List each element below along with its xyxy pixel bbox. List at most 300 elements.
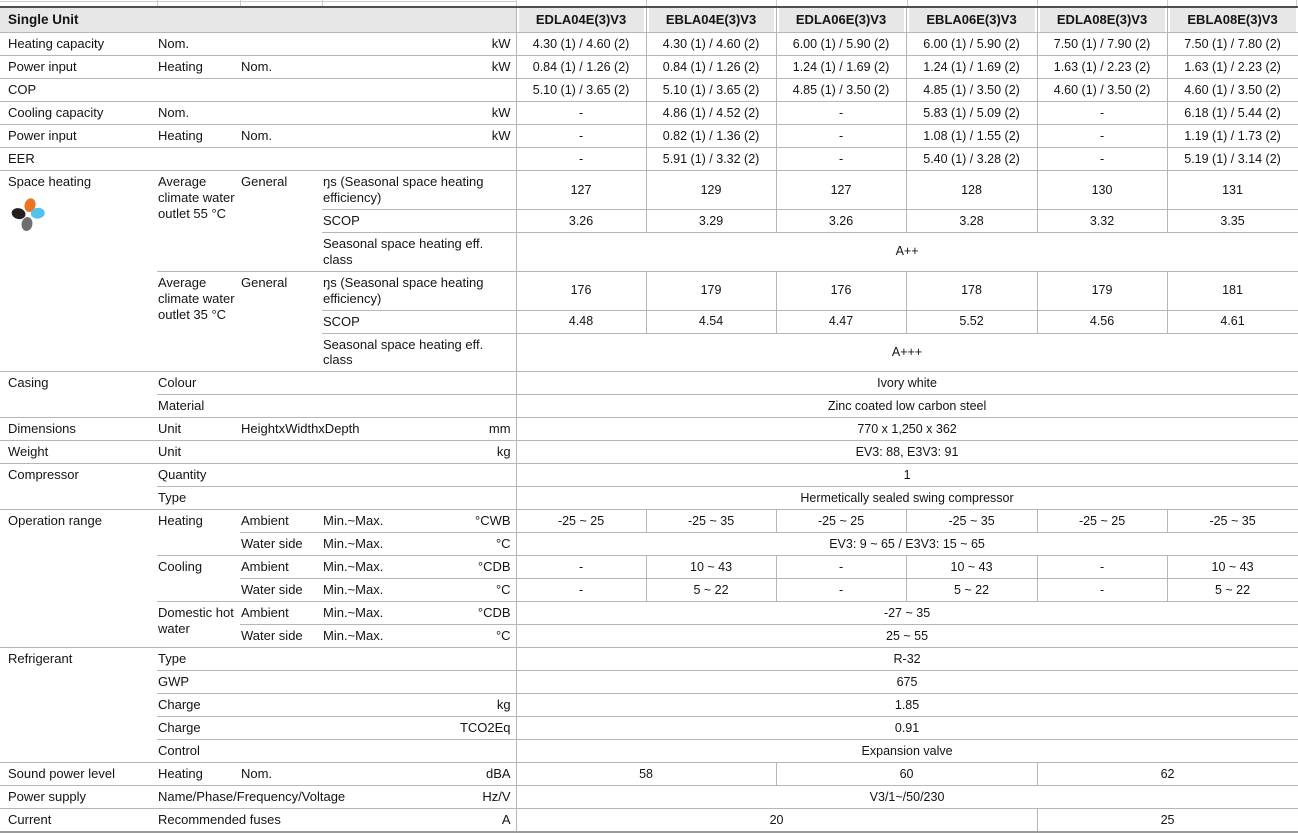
value-cell: [906, 271, 1037, 310]
cell-text: °CDB: [477, 559, 511, 575]
cell-text: 5 ~ 22: [1214, 582, 1251, 597]
unit-label: [445, 533, 516, 556]
sub-label: [157, 487, 516, 510]
cell-text: kg: [496, 697, 511, 713]
cell-text: Min.~Max.: [323, 559, 384, 575]
value-cell: [906, 102, 1037, 125]
value-cell: [516, 333, 1298, 372]
cell-text: EER: [8, 151, 35, 167]
value-cell: [1167, 33, 1298, 56]
value-cell: [906, 310, 1037, 333]
cell-text: mm: [488, 421, 511, 437]
cell-text: 5.40 (1) / 3.28 (2): [923, 151, 1020, 166]
table-row: [0, 395, 1298, 418]
cell-text: Hermetically sealed swing compressor: [800, 490, 1014, 505]
cell-text: Water side: [241, 536, 303, 552]
cell-text: 4.56: [1089, 314, 1115, 328]
cell-text: 5.10 (1) / 3.65 (2): [532, 82, 630, 97]
cell-text: kW: [491, 59, 511, 75]
value-cell: [516, 579, 646, 602]
sub-label: [157, 809, 445, 832]
cell-text: 770 x 1,250 x 362: [857, 421, 957, 436]
value-cell: [906, 579, 1037, 602]
cell-text: 1: [903, 467, 911, 482]
value-cell: [646, 556, 776, 579]
value-cell: [646, 210, 776, 233]
category-label: [0, 125, 157, 148]
sub-label: [157, 418, 240, 441]
value-cell: [1167, 271, 1298, 310]
cell-text: Heating: [158, 59, 203, 75]
value-cell: [1037, 579, 1167, 602]
value-cell: [646, 148, 776, 171]
table-row: [0, 648, 1298, 671]
cell-text: 7.50 (1) / 7.90 (2): [1053, 36, 1151, 51]
sub-label: [322, 210, 516, 233]
cell-text: -25 ~ 35: [1209, 513, 1256, 528]
cell-text: EV3: 9 ~ 65 / E3V3: 15 ~ 65: [829, 536, 985, 551]
sub-label: [322, 310, 516, 333]
value-cell: [906, 33, 1037, 56]
unit-label: [445, 625, 516, 648]
cell-text: 3.35: [1220, 213, 1245, 228]
cell-text: -: [838, 128, 844, 143]
unit-label: [445, 56, 516, 79]
sub-label: [240, 271, 322, 371]
cell-text: -: [578, 559, 584, 574]
value-cell: [516, 694, 1298, 717]
value-cell: [646, 510, 776, 533]
value-cell: [1167, 579, 1298, 602]
value-cell: [516, 786, 1298, 809]
sub-label: [240, 510, 322, 533]
value-cell: [1167, 102, 1298, 125]
sub-label: [322, 271, 516, 310]
cell-text: °CWB: [475, 513, 511, 529]
unit-label: [445, 33, 516, 56]
cell-text: Min.~Max.: [323, 628, 384, 644]
sub-label: [157, 648, 516, 671]
value-cell: [516, 102, 646, 125]
cell-text: Nom.: [241, 59, 273, 75]
table-row: [0, 125, 1298, 148]
model-column-header: [906, 7, 1037, 33]
cell-text: 10 ~ 43: [950, 559, 993, 574]
value-cell: [776, 33, 906, 56]
sub-label: [157, 556, 240, 602]
cell-text: EBLA06E(3)V3: [926, 12, 1017, 28]
cell-text: 3.29: [698, 213, 724, 228]
table-row: [0, 56, 1298, 79]
cell-text: 4.30 (1) / 4.60 (2): [662, 36, 760, 51]
cell-text: -: [838, 105, 844, 120]
value-cell: [906, 210, 1037, 233]
value-cell: [516, 33, 646, 56]
value-cell: [906, 56, 1037, 79]
value-cell: [516, 809, 1037, 832]
value-cell: [1037, 556, 1167, 579]
cell-text: Type: [158, 490, 187, 506]
cell-text: COP: [8, 82, 37, 98]
cell-text: 0.84 (1) / 1.26 (2): [532, 59, 630, 74]
cell-text: 179: [700, 283, 722, 298]
cell-text: 4.85 (1) / 3.50 (2): [923, 82, 1020, 97]
cell-text: 1.24 (1) / 1.69 (2): [792, 59, 890, 74]
value-cell: [646, 56, 776, 79]
value-cell: [516, 441, 1298, 464]
cell-text: ŋs (Seasonal space heating efficiency): [323, 274, 484, 306]
cell-text: Min.~Max.: [323, 582, 384, 598]
cell-text: Compressor: [8, 467, 79, 483]
cell-text: EDLA04E(3)V3: [535, 12, 627, 28]
value-cell: [1037, 510, 1167, 533]
cell-text: 5 ~ 22: [693, 582, 729, 597]
value-cell: [646, 125, 776, 148]
cell-text: Sound power level: [8, 766, 115, 782]
table-row: [0, 171, 1298, 210]
category-label: [0, 171, 157, 372]
cell-text: -25 ~ 25: [1078, 513, 1126, 528]
cell-text: Nom.: [158, 105, 190, 121]
cell-text: Water side: [241, 628, 303, 644]
cell-text: Colour: [158, 375, 197, 391]
sub-label: [240, 602, 322, 625]
value-cell: [1037, 310, 1167, 333]
cell-text: 5.91 (1) / 3.32 (2): [662, 151, 760, 166]
table-row: [0, 33, 1298, 56]
category-label: [0, 56, 157, 79]
cell-text: 3.28: [959, 213, 984, 228]
value-cell: [516, 271, 646, 310]
cell-text: 6.18 (1) / 5.44 (2): [1184, 105, 1281, 120]
category-label: [0, 786, 157, 809]
cell-text: kW: [491, 128, 511, 144]
cell-text: Heating: [158, 766, 203, 782]
cell-text: Operation range: [8, 513, 102, 529]
value-cell: [906, 125, 1037, 148]
cell-text: ŋs (Seasonal space heating efficiency): [323, 174, 484, 206]
cell-text: EDLA08E(3)V3: [1056, 12, 1148, 28]
value-cell: [1037, 809, 1298, 832]
value-cell: [776, 271, 906, 310]
cell-text: -: [838, 559, 844, 574]
cell-text: -: [578, 582, 584, 597]
unit-label: [445, 717, 516, 740]
table-row: [0, 418, 1298, 441]
cell-text: -25 ~ 35: [948, 513, 995, 528]
cell-text: Average climate water outlet 35 °C: [158, 274, 235, 322]
value-cell: [906, 79, 1037, 102]
cell-text: 1.85: [894, 697, 920, 712]
sub-label: [157, 171, 240, 271]
cell-text: 181: [1222, 283, 1243, 298]
sub-label: [157, 372, 516, 395]
value-cell: [776, 210, 906, 233]
sub-label: [157, 763, 240, 786]
value-cell: [516, 395, 1298, 418]
unit-label: [445, 694, 516, 717]
sub-label: [240, 56, 445, 79]
value-cell: [906, 148, 1037, 171]
value-cell: [516, 148, 646, 171]
sub-label: [322, 533, 445, 556]
cell-text: 128: [961, 182, 982, 197]
unit-label: [445, 125, 516, 148]
model-column-header: [1037, 7, 1167, 33]
cell-text: EV3: 88, E3V3: 91: [855, 444, 959, 459]
cell-text: Single Unit: [8, 12, 79, 27]
unit-label: [445, 786, 516, 809]
cell-text: 10 ~ 43: [1211, 559, 1254, 574]
model-column-header: [776, 7, 906, 33]
cell-text: 4.60 (1) / 3.50 (2): [1184, 82, 1281, 97]
cell-text: Ivory white: [877, 375, 937, 390]
cell-text: -: [838, 582, 844, 597]
value-cell: [516, 372, 1298, 395]
cell-text: Name/Phase/Frequency/Voltage: [158, 789, 346, 805]
value-cell: [1167, 148, 1298, 171]
cell-text: 58: [639, 766, 653, 781]
value-cell: [776, 763, 1037, 786]
value-cell: [776, 310, 906, 333]
cell-text: -: [578, 128, 584, 143]
cell-text: Space heating: [8, 174, 92, 190]
value-cell: [516, 648, 1298, 671]
category-label: [0, 809, 157, 832]
sub-label: [157, 441, 445, 464]
cell-text: -: [578, 151, 584, 166]
space-heating-icon: [10, 197, 47, 234]
cell-text: 25 ~ 55: [886, 628, 929, 643]
cell-text: 129: [700, 182, 722, 197]
value-cell: [776, 125, 906, 148]
unit-label: [445, 510, 516, 533]
table-title: [0, 7, 516, 33]
category-label: [0, 441, 157, 464]
cell-text: Refrigerant: [8, 651, 73, 667]
unit-label: [445, 102, 516, 125]
category-label: [0, 33, 157, 56]
table-row: [0, 510, 1298, 533]
cell-text: kW: [491, 105, 511, 121]
cell-text: 4.54: [698, 314, 724, 328]
model-column-header: [1167, 7, 1298, 33]
sub-label: [322, 333, 516, 372]
cell-text: °C: [495, 536, 511, 552]
cell-text: 4.60 (1) / 3.50 (2): [1053, 82, 1151, 97]
sub-label: [240, 556, 322, 579]
value-cell: [646, 102, 776, 125]
cell-text: °C: [495, 628, 511, 644]
sub-label: [240, 418, 445, 441]
cell-text: Min.~Max.: [323, 605, 384, 621]
category-label: [0, 102, 157, 125]
sub-label: [157, 56, 240, 79]
cell-text: 178: [961, 283, 982, 298]
sub-label: [322, 233, 516, 272]
sub-label: [157, 717, 445, 740]
cell-text: 5.83 (1) / 5.09 (2): [923, 105, 1020, 120]
cell-text: Current: [8, 812, 52, 828]
value-cell: [776, 102, 906, 125]
sub-label: [240, 125, 445, 148]
cell-text: EBLA08E(3)V3: [1187, 12, 1278, 28]
table-row: [0, 694, 1298, 717]
cell-text: General: [241, 274, 288, 290]
value-cell: [1037, 148, 1167, 171]
value-cell: [516, 233, 1298, 272]
cell-text: Water side: [241, 582, 303, 598]
value-cell: [516, 125, 646, 148]
cell-text: 131: [1222, 182, 1243, 197]
cell-text: R-32: [893, 651, 921, 666]
cell-text: Ambient: [241, 559, 289, 575]
cell-text: 1.19 (1) / 1.73 (2): [1184, 128, 1281, 143]
cell-text: Casing: [8, 375, 49, 391]
value-cell: [646, 171, 776, 210]
cell-text: Charge: [158, 697, 201, 713]
cell-text: Ambient: [241, 605, 289, 621]
cell-text: 4.85 (1) / 3.50 (2): [792, 82, 890, 97]
unit-label: [445, 418, 516, 441]
spec-table-body: [0, 7, 1298, 832]
cell-text: 25: [1160, 812, 1175, 827]
cell-text: 6.00 (1) / 5.90 (2): [792, 36, 890, 51]
cell-text: Seasonal space heating eff. class: [323, 336, 484, 368]
table-row: [0, 148, 1298, 171]
cell-text: -25 ~ 35: [687, 513, 735, 528]
cell-text: HeightxWidthxDepth: [241, 421, 360, 437]
cell-text: 1.63 (1) / 2.23 (2): [1184, 59, 1281, 74]
cell-text: Power supply: [8, 789, 87, 805]
cell-text: Ambient: [241, 513, 289, 529]
value-cell: [516, 717, 1298, 740]
sub-label: [240, 625, 322, 648]
cell-text: Dimensions: [8, 421, 76, 437]
cell-text: Nom.: [241, 128, 273, 144]
value-cell: [516, 602, 1298, 625]
cell-text: Zinc coated low carbon steel: [827, 398, 987, 413]
cell-text: 62: [1160, 766, 1175, 781]
value-cell: [1037, 33, 1167, 56]
cell-text: 7.50 (1) / 7.80 (2): [1184, 36, 1281, 51]
table-row: [0, 556, 1298, 579]
value-cell: [516, 171, 646, 210]
unit-label: [445, 579, 516, 602]
cell-text: A+++: [891, 344, 923, 359]
cell-text: 5.52: [959, 314, 984, 328]
sub-label: [157, 694, 445, 717]
value-cell: [906, 556, 1037, 579]
cell-text: GWP: [158, 674, 190, 690]
cell-text: Power input: [8, 59, 77, 75]
sub-label: [240, 763, 445, 786]
cell-text: 4.48: [568, 314, 594, 328]
category-label: [0, 464, 157, 510]
table-row: [0, 717, 1298, 740]
value-cell: [1037, 171, 1167, 210]
value-cell: [516, 740, 1298, 763]
unit-label: [445, 602, 516, 625]
cell-text: Seasonal space heating eff. class: [323, 236, 484, 268]
cell-text: Control: [158, 743, 200, 759]
value-cell: [1037, 79, 1167, 102]
cell-text: -: [1099, 105, 1105, 120]
value-cell: [1167, 79, 1298, 102]
value-cell: [1037, 125, 1167, 148]
value-cell: [516, 671, 1298, 694]
value-cell: [1167, 56, 1298, 79]
cell-text: Charge: [158, 720, 201, 736]
value-cell: [516, 310, 646, 333]
cell-text: -: [1099, 582, 1105, 597]
category-label: [0, 763, 157, 786]
cell-text: General: [241, 174, 288, 190]
cell-text: 176: [830, 283, 852, 298]
cell-text: Unit: [158, 421, 182, 437]
cell-text: Min.~Max.: [323, 513, 384, 529]
category-label: [0, 148, 516, 171]
cell-text: 1.63 (1) / 2.23 (2): [1053, 59, 1151, 74]
model-column-header: [646, 7, 776, 33]
cell-text: Heating capacity: [8, 36, 105, 52]
cell-text: 1.24 (1) / 1.69 (2): [923, 59, 1020, 74]
value-cell: [1167, 171, 1298, 210]
cell-text: A: [501, 812, 511, 828]
cell-text: Min.~Max.: [323, 536, 384, 552]
cell-text: 3.32: [1089, 213, 1115, 228]
cell-text: 675: [896, 674, 918, 689]
cell-text: 5.10 (1) / 3.65 (2): [662, 82, 760, 97]
cell-text: kg: [496, 444, 511, 460]
value-cell: [1037, 210, 1167, 233]
sub-label: [157, 271, 240, 371]
sub-label: [322, 556, 445, 579]
sub-label: [157, 602, 240, 648]
cell-text: -: [578, 105, 584, 120]
cell-text: TCO2Eq: [459, 720, 511, 736]
cell-text: 4.86 (1) / 4.52 (2): [662, 105, 760, 120]
cell-text: 176: [570, 283, 592, 298]
cell-text: Heating: [158, 513, 203, 529]
cell-text: 130: [1091, 182, 1113, 197]
spec-table: [0, 6, 1298, 833]
table-row: [0, 671, 1298, 694]
cell-text: Cooling: [158, 559, 203, 575]
table-row: [0, 809, 1298, 832]
value-cell: [906, 510, 1037, 533]
cell-text: V3/1~/50/230: [869, 789, 945, 804]
cell-text: Weight: [8, 444, 49, 460]
category-label: [0, 418, 157, 441]
cell-text: Hz/V: [482, 789, 511, 805]
cell-text: 4.47: [828, 314, 854, 328]
unit-label: [445, 763, 516, 786]
cell-text: 5 ~ 22: [953, 582, 990, 597]
value-cell: [1167, 210, 1298, 233]
value-cell: [776, 556, 906, 579]
cell-text: -27 ~ 35: [883, 605, 931, 620]
cell-text: SCOP: [323, 213, 360, 229]
value-cell: [516, 763, 776, 786]
cell-text: -: [1099, 128, 1105, 143]
cell-text: 10 ~ 43: [690, 559, 733, 574]
cell-text: Expansion valve: [861, 743, 953, 758]
value-cell: [516, 510, 646, 533]
sub-label: [240, 171, 322, 271]
value-cell: [1167, 125, 1298, 148]
value-cell: [1037, 56, 1167, 79]
